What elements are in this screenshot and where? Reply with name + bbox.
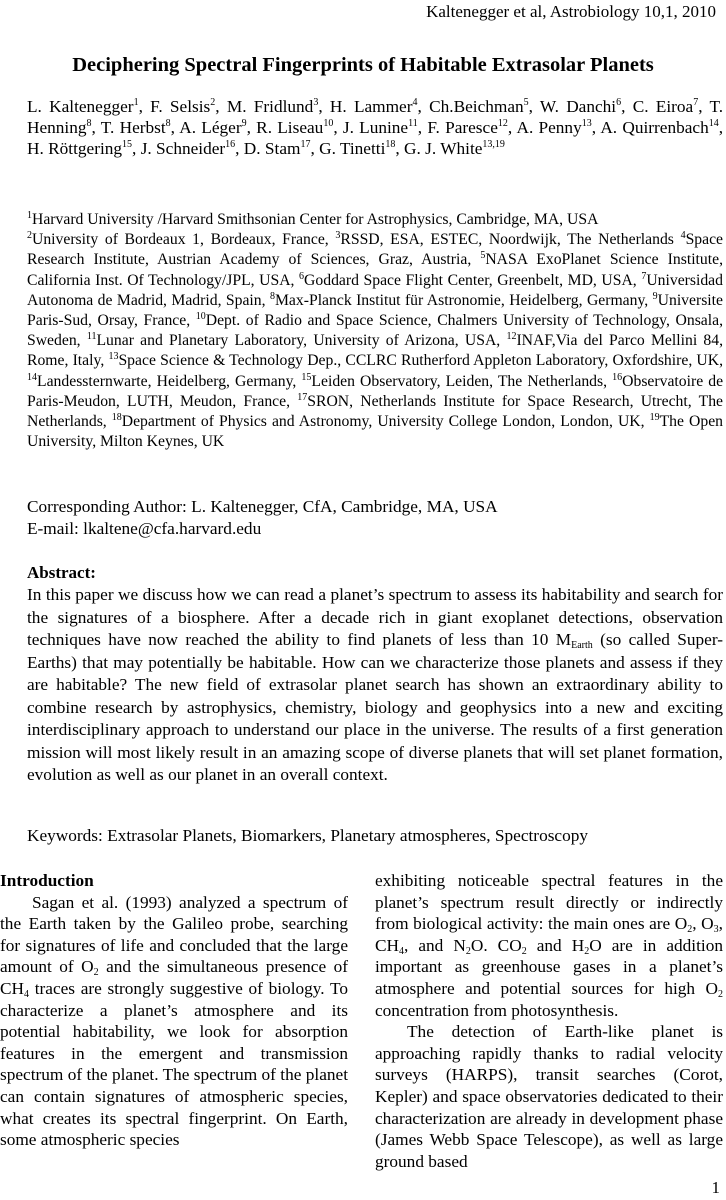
contact-email[interactable]: E-mail: lkaltene@cfa.harvard.edu [27,519,262,538]
author-affil-ref: 9 [241,118,247,129]
affiliation: NASA ExoPlanet Science Institute, California Inst. Of Technology/JPL, USA, [27,251,724,289]
affiliation: Landessternwarte, Heidelberg, Germany, [37,372,297,390]
author-affil-ref: 10 [323,118,334,129]
author-affil-ref: 1 [133,97,139,108]
left-column [0,870,348,1151]
author: T. Henning [27,97,724,137]
page-number: 1 [711,1178,720,1197]
contact-block [27,496,498,540]
affiliation: SRON, Netherlands Institute for Space Research, Utrecht, The Netherlands, [27,392,724,431]
author: A. Penny [516,118,582,137]
affil-marker: 12 [506,331,517,343]
affil-marker: 3 [335,230,341,242]
affiliation: Observatoire de Paris-Meudon, LUTH, Meudon, France, [27,372,724,410]
affil-marker: 6 [299,270,305,282]
author: M. Fridlund [226,97,314,116]
affil-marker: 10 [195,311,206,323]
affil-marker: 8 [269,290,275,302]
author: A. Quirrenbach [600,118,709,137]
author-affil-ref: 18 [385,139,396,150]
author-affil-ref: 7 [693,97,699,108]
abstract-body [27,584,723,787]
affil-marker: 5 [480,250,486,262]
author-affil-ref: 3 [313,97,319,108]
author: R. Liseau [256,118,324,137]
author: J. Lunine [342,118,409,137]
earth-mass-subscript: Earth [571,640,593,651]
running-header: Kaltenegger et al, Astrobiology 10,1, 2010 [426,2,716,21]
affil-marker: 18 [111,412,122,424]
author: W. Danchi [539,97,617,116]
affil-marker: 13 [108,351,119,363]
intro-paragraph: The detection of Earth-like planet is approaching rapidly thanks to radial velocity surveys (HARPS), transit searches (Corot, Kepler) and space observatories dedicated to their characterization are already in development phase (James Webb Space Telescope), as well as large ground based [375,1022,723,1171]
affiliation-list [27,210,723,452]
author-affil-ref: 8 [165,118,171,129]
author-affil-ref: 6 [616,97,622,108]
author-affil-ref: 2 [210,97,216,108]
author-affil-ref: 13 [581,118,592,129]
affiliation: Space Science & Technology Dep., CCLRC Rutherford Appleton Laboratory, Oxfordshire, UK, [118,352,724,370]
affiliation: Max-Planck Institut für Astronomie, Heidelberg, Germany, [274,291,649,309]
affil-marker: 9 [652,290,658,302]
affiliation: Universite Paris-Sud, Orsay, France, [27,291,723,330]
affiliation: Goddard Space Flight Center, Greenbelt, MD, USA, [304,271,637,289]
affil-marker: 15 [301,371,312,383]
affil-marker: 11 [86,331,97,343]
author: A. Léger [179,118,242,137]
affil-marker: 16 [612,371,623,383]
author: G. J. White [404,139,483,158]
author-affil-ref: 16 [225,139,236,150]
author: D. Stam [243,139,301,158]
author: C. Eiroa [632,97,694,116]
author-affil-ref: 12 [497,118,508,129]
abstract-text: (so called Super-Earths) that may potentially be habitable. How can we characterize those planets and assess if they are habitable? The new field of extrasolar planet search has shown an extraordinary ability to combine research by astrophysics, chemistry, biology and geophysics into a new and exciting interdisciplinary approach to understand our place in the universe. The results of a first generation mission will most likely result in an amazing scope of diverse planets that will set planet formation, evolution as well as our planet in an overall context. [27,630,723,784]
affiliation: Harvard University /Harvard Smithsonian Center for Astrophysics, Cambridge, MA, USA [32,211,599,228]
right-column [375,870,723,1172]
intro-heading: Introduction [0,871,94,890]
keywords: Keywords: Extrasolar Planets, Biomarkers, Planetary atmospheres, Spectroscopy [27,826,589,845]
affil-marker: 17 [297,391,308,403]
affiliation: The Open University, Milton Keynes, UK [27,413,724,451]
author: Ch.Beichman [429,97,524,116]
author: J. Schneider [140,139,226,158]
affil-marker: 2 [27,230,32,242]
affil-marker: 19 [649,412,660,424]
affiliation: Leiden Observatory, Leiden, The Netherlands, [311,372,608,390]
author: F. Selsis [150,97,211,116]
author-affil-ref: 17 [300,139,311,150]
affiliation: Universidad Autonoma de Madrid, Madrid, Spain, [27,271,723,309]
author: G. Tinetti [319,139,386,158]
author: F. Paresce [427,118,498,137]
affiliation: Department of Physics and Astronomy, University College London, London, UK, [121,413,645,431]
paper-title: Deciphering Spectral Fingerprints of Habitable Extrasolar Planets [72,54,654,76]
affiliation: INAF,Via del Parco Mellini 84, Rome, Italy, [27,332,724,370]
intro-paragraph-cont: exhibiting noticeable spectral features in the planet’s spectrum result directly or indirectly from biological activity: the main ones are $O_2$, $O_3$, $CH_4$, and $N_2O$. $CO_2$ and $H_2O$ are in addition important as greenhouse gases in a planet’s atmosphere and potential sources for high $O_2$ concentration from photosynthesis. [375,871,723,1020]
author-affil-ref: 5 [523,97,529,108]
affil-marker: 14 [27,371,37,383]
author-affil-ref: 11 [408,118,418,129]
author: H. Röttgering [27,139,123,158]
author-affil-ref: 15 [122,139,133,150]
abstract-heading: Abstract: [27,563,96,582]
affil-marker: 7 [641,270,647,282]
author-affil-ref: 8 [86,118,92,129]
intro-paragraph: Sagan et al. (1993) analyzed a spectrum of the Earth taken by the Galileo probe, searching for signatures of life and concluded that the large amount of $O_2$ and the simultaneous presence of $CH_4$ traces are strongly suggestive of biology. To characterize a planet’s atmosphere and its potential habitability, we look for absorption features in the emergent and transmission spectrum of the planet. The spectrum of the planet can contain signatures of atmospheric species, what creates its spectral fingerprint. On Earth, some atmospheric species [0,892,348,1150]
affiliation: University of Bordeaux 1, Bordeaux, France, [32,231,329,249]
author: H. Lammer [329,97,413,116]
author-affil-ref: 4 [412,97,418,108]
affil-marker: 1 [27,210,32,221]
author-affil-ref: 13,19 [482,139,505,150]
affiliation: Space Research Institute, Austrian Academy of Sciences, Graz, Austria, [27,231,724,269]
author: T. Herbst [100,118,166,137]
corresponding-author: Corresponding Author: L. Kaltenegger, CfA, Cambridge, MA, USA [27,497,498,516]
author-affil-ref: 14 [708,118,719,129]
abstract-text: In this paper we discuss how we can read a planet’s spectrum to assess its habitability and search for the signatures of a biosphere. After a decade rich in giant exoplanet detections, observation techniques have now reached the ability to find planets of less than 10 M [27,585,723,649]
affil-marker: 4 [680,230,686,242]
affiliation: RSSD, ESA, ESTEC, Noordwijk, The Netherlands [340,231,674,249]
author-list: L. Kaltenegger$^1$, F. Selsis$^2$, M. Fridlund$^3$, H. Lammer$^4$, Ch.Beichman$^5$, W. Danchi$^6$, C. Eiroa$^7$, T. Henning$^8$, T. Herbst$^8$, A. Léger$^9$, R. Liseau$^{10}$, J. Lunine$^{11}$, F. Paresce$^{12}$, A. Penny$^{13}$, A. Quirrenbach$^{14}$, H. Röttgering$^{15}$, J. Schneider$^{16}$, D. Stam$^{17}$, G. Tinetti$^{18}$, G. J. White$^{13,19}$ [27,97,724,158]
affiliation: Dept. of Radio and Space Science, Chalmers University of Technology, Onsala, Sweden, [27,312,724,350]
affiliation: Lunar and Planetary Laboratory, University of Arizona, USA, [96,332,501,350]
author: L. Kaltenegger [27,97,134,116]
